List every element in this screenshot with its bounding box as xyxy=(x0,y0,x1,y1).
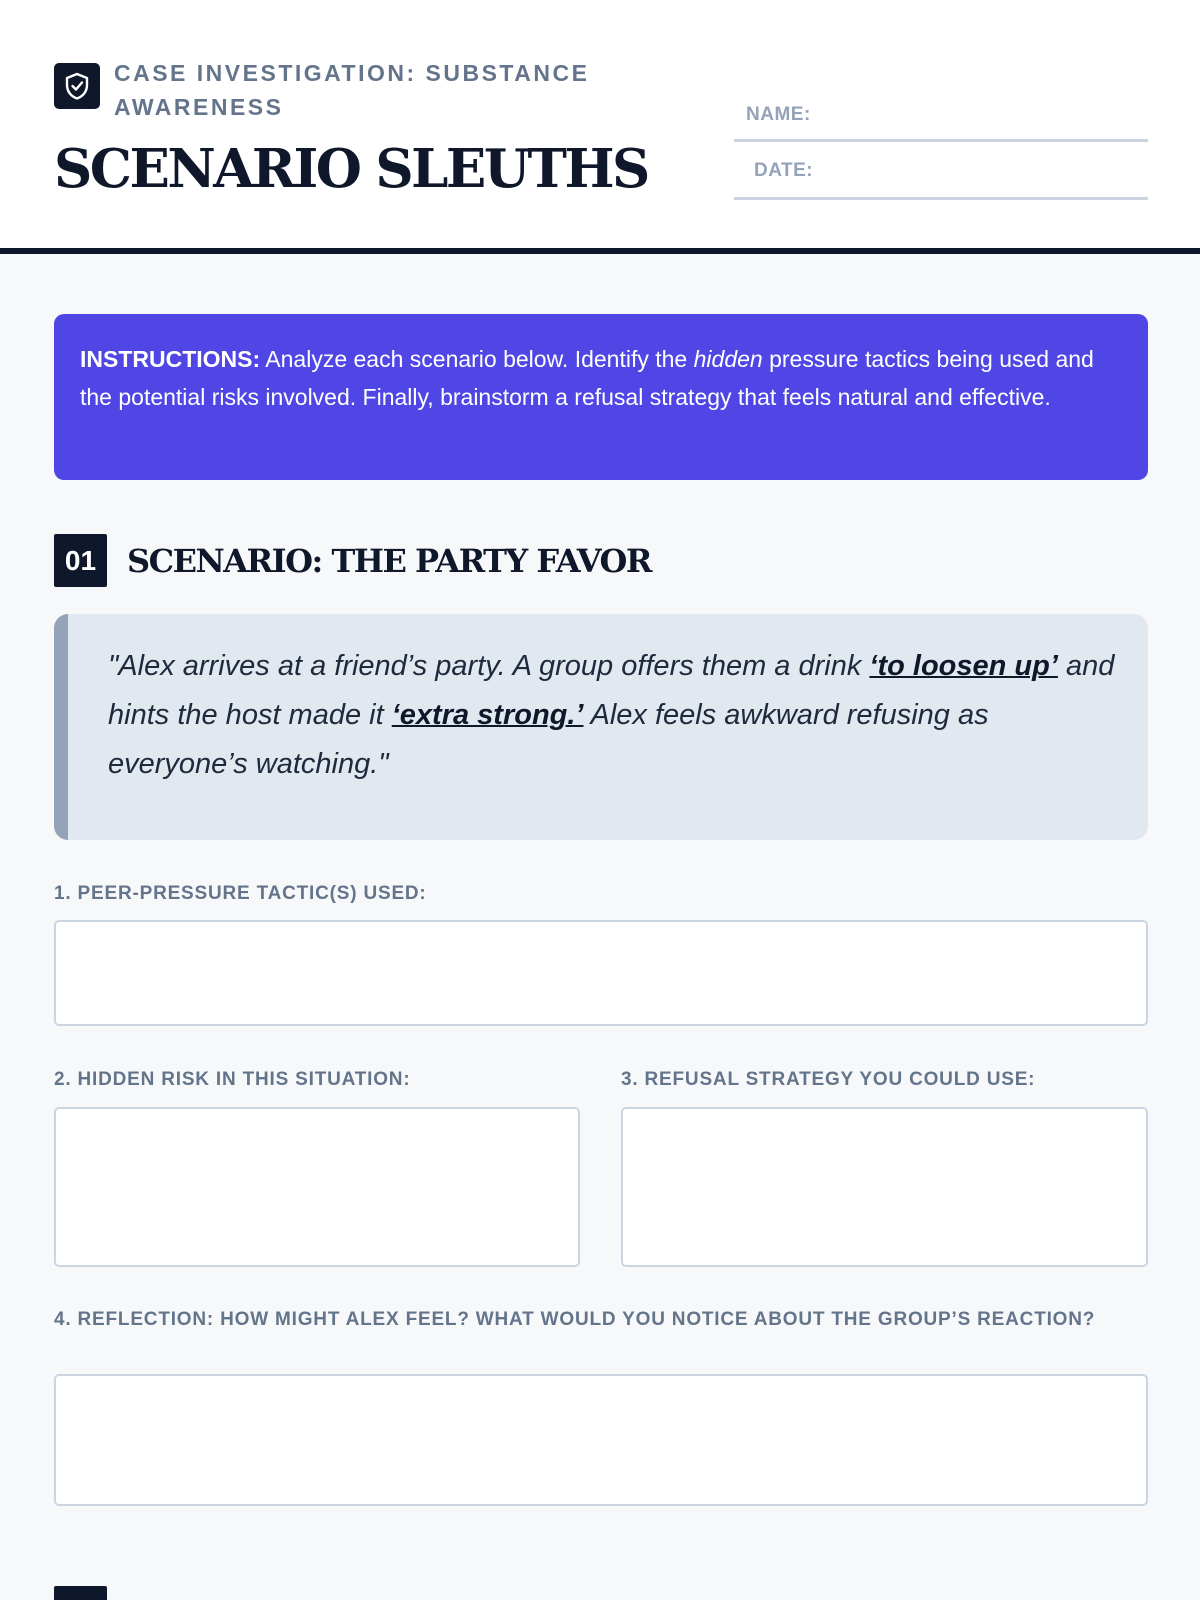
question-2-label: 2. HIDDEN RISK IN THIS SITUATION: xyxy=(54,1069,411,1090)
question-1-label: 1. PEER-PRESSURE TACTIC(S) USED: xyxy=(54,883,427,904)
question-2-answer-box[interactable] xyxy=(54,1107,580,1267)
question-3-label: 3. REFUSAL STRATEGY YOU COULD USE: xyxy=(621,1069,1036,1090)
date-label: DATE: xyxy=(754,160,814,181)
question-4-label: 4. REFLECTION: HOW MIGHT ALEX FEEL? WHAT WOULD YOU NOTICE ABOUT THE GROUP’S REACTION? xyxy=(54,1309,1096,1330)
instructions-box xyxy=(54,314,1148,480)
shield-check-icon xyxy=(54,63,100,109)
page-title: SCENARIO SLEUTHS xyxy=(54,138,648,200)
instructions-text-1: Analyze each scenario below. Identify the xyxy=(260,346,694,372)
case-kicker: CASE INVESTIGATION: SUBSTANCE AWARENESS xyxy=(114,60,590,120)
instructions-label: INSTRUCTIONS: xyxy=(80,346,261,372)
quote-highlight-2: ‘extra strong.’ xyxy=(391,699,584,731)
quote-text-3: Alex feels awkward refusing as everyone’s watching." xyxy=(108,699,989,780)
name-field[interactable] xyxy=(734,84,1148,142)
question-1-answer-box[interactable] xyxy=(54,920,1148,1026)
worksheet-header xyxy=(0,0,1200,254)
instructions-emphasis: hidden xyxy=(693,346,763,372)
scenario-number-badge: 01 xyxy=(54,534,107,587)
quote-text-1: "Alex arrives at a friend’s party. A group offers them a drink xyxy=(108,650,870,682)
quote-highlight-1: ‘to loosen up’ xyxy=(869,650,1058,682)
quote-text-2: and hints the host made it xyxy=(108,650,1115,731)
question-4-answer-box[interactable] xyxy=(54,1374,1148,1506)
name-label: NAME: xyxy=(746,104,811,125)
instructions-text-2: pressure tactics being used and the potential risks involved. Finally, brainstorm a refusal strategy that feels natural and effective. xyxy=(80,346,1094,410)
question-3-answer-box[interactable] xyxy=(621,1107,1148,1267)
scenario-title: SCENARIO: THE PARTY FAVOR xyxy=(127,542,651,580)
next-scenario-badge xyxy=(54,1586,107,1600)
date-field[interactable] xyxy=(734,142,1148,200)
scenario-quote xyxy=(54,614,1148,840)
